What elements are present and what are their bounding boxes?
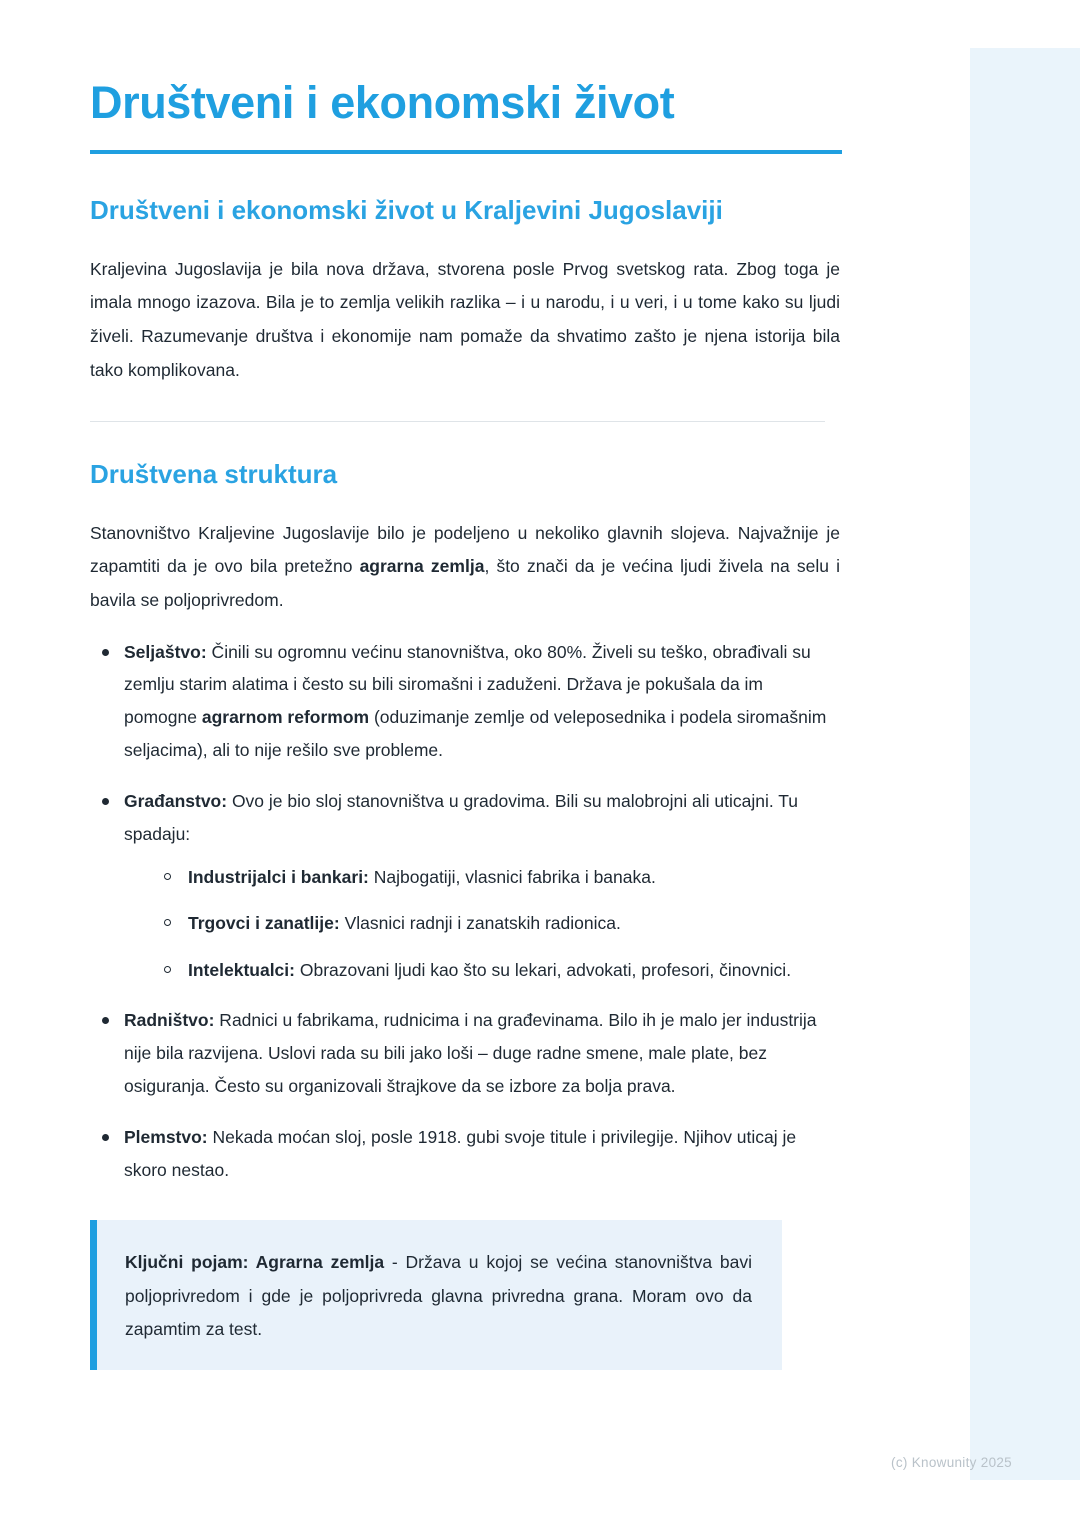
list-item-text-2: (oduzimanje zemlje od veleposednika i podela siromašnim seljacima), ali to nije rešilo sve probleme. <box>124 707 827 761</box>
list-item <box>90 785 840 986</box>
section-heading-structure: Društvena struktura <box>90 459 338 490</box>
key-term-callout <box>90 1220 782 1370</box>
structure-paragraph <box>90 517 840 618</box>
page-title: Društveni i ekonomski život <box>90 77 675 128</box>
callout-text: - Država u kojoj se većina stanovništva bavi poljoprivredom i gde je poljoprivreda glavna privredna grana. Moram ovo da zapamtim za test. <box>125 1252 752 1339</box>
list-item-text-1: Ovo je bio sloj stanovništva u gradovima. Bili su malobrojni ali uticajni. Tu spadaju: <box>124 791 799 844</box>
sub-item-text: Obrazovani ljudi kao što su lekari, advokati, profesori, činovnici. <box>294 959 792 980</box>
list-item <box>90 636 840 768</box>
list-item <box>158 907 840 939</box>
sub-item-text: Najbogatiji, vlasnici fabrika i banaka. <box>368 866 656 887</box>
list-item-label: Plemstvo: <box>124 1126 208 1147</box>
sub-item-label: Industrijalci i bankari: <box>188 866 369 887</box>
section-divider <box>90 421 825 422</box>
list-item-bold-inline: agrarnom reformom <box>201 707 370 728</box>
list-item-text-1: Nekada moćan sloj, posle 1918. gubi svoje titule i privilegije. Njihov uticaj je skoro nestao. <box>124 1126 797 1180</box>
callout-label: Ključni pojam: Agrarna zemlja <box>125 1252 385 1273</box>
callout-paragraph <box>125 1246 752 1346</box>
citizenry-sublist <box>124 861 840 986</box>
watermark: (c) Knowunity 2025 <box>891 1455 1012 1470</box>
list-item <box>158 861 840 893</box>
sub-item-text: Vlasnici radnji i zanatskih radionica. <box>339 913 621 934</box>
list-item <box>90 1121 840 1187</box>
section-heading-intro: Društveni i ekonomski život u Kraljevini Jugoslaviji <box>90 195 723 226</box>
decorative-side-band <box>970 48 1080 1480</box>
list-item-text-1: Radnici u fabrikama, rudnicima i na građevinama. Bilo ih je malo jer industrija nije bila razvijena. Uslovi rada su bili jako loši – duge radne smene, male plate, bez osiguranja. Često su organizovali štrajkove da se izbore za bolja prava. <box>124 1010 817 1096</box>
social-classes-list <box>90 636 840 1187</box>
structure-paragraph-part2: , što znači da je većina ljudi živela na selu i bavila se poljoprivredom. <box>90 556 841 610</box>
list-item-label: Seljaštvo: <box>124 641 207 662</box>
list-item-text-1: Činili su ogromnu većinu stanovništva, oko 80%. Živeli su teško, obrađivali su zemlju starim alatima i često su bili siromašni i zaduženi. Država je pokušala da im pomogne <box>124 641 811 728</box>
sub-item-label: Trgovci i zanatlije: <box>188 913 340 934</box>
list-item <box>158 954 840 986</box>
structure-paragraph-part1: Stanovništvo Kraljevine Jugoslavije bilo je podeljeno u nekoliko glavnih slojeva. Najvažnije je zapamtiti da je ovo bila pretežno <box>90 522 840 577</box>
intro-paragraph: Kraljevina Jugoslavija je bila nova država, stvorena posle Prvog svetskog rata. Zbog toga je imala mnogo izazova. Bila je to zemlja velikih razlika – i u narodu, i u veri, i u tome kako su ljudi živeli. Razumevanje društva i ekonomije nam pomaže da shvatimo zašto je njena istorija bila tako komplikovana. <box>90 258 840 380</box>
document-content <box>90 78 840 1370</box>
list-item-label: Radništvo: <box>124 1010 215 1031</box>
title-divider <box>90 150 842 154</box>
list-item <box>90 1004 840 1103</box>
list-item-label: Građanstvo: <box>124 791 228 812</box>
structure-paragraph-bold: agrarna zemlja <box>359 556 485 577</box>
sub-item-label: Intelektualci: <box>188 959 295 980</box>
